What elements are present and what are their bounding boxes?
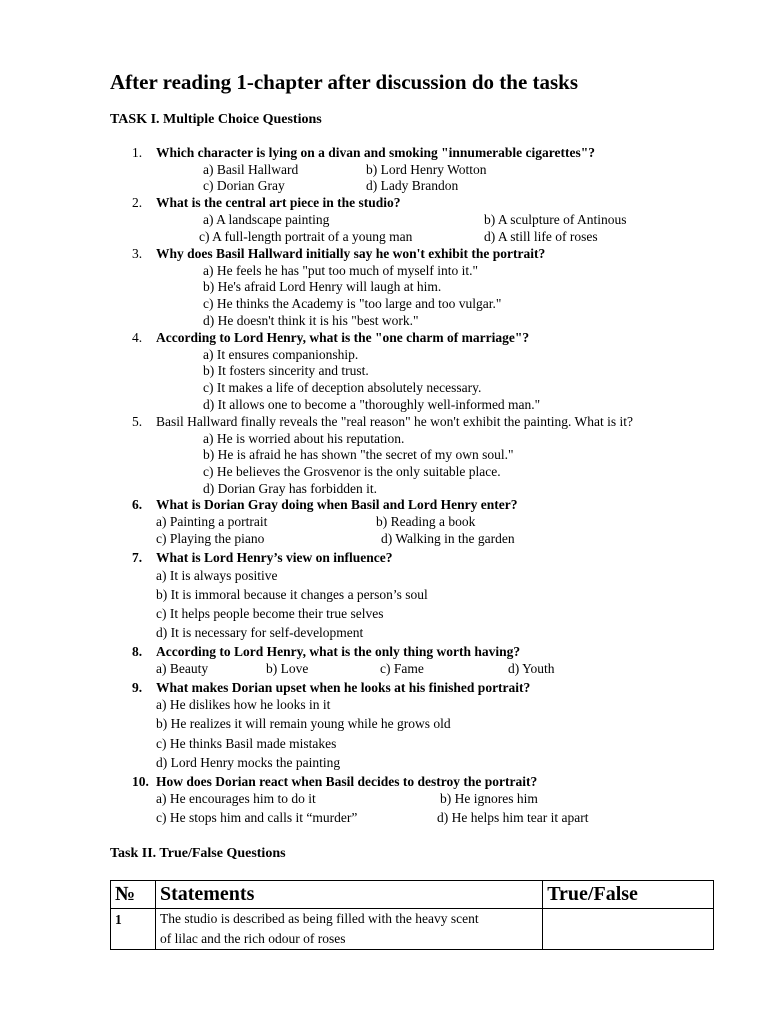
question-text: What is Dorian Gray doing when Basil and Lord Henry enter? (156, 497, 518, 512)
option: d) Dorian Gray has forbidden it. (203, 481, 377, 496)
table-header-row (111, 881, 714, 909)
table-row (111, 909, 714, 950)
option: a) A landscape painting (203, 212, 330, 227)
option: a) It ensures companionship. (203, 347, 359, 362)
option: a) He encourages him to do it (156, 791, 316, 806)
statement-cell (155, 909, 542, 950)
option: b) Reading a book (376, 514, 476, 529)
option: c) Dorian Gray (203, 178, 285, 193)
option: c) It makes a life of deception absolutely necessary. (203, 380, 482, 395)
true-false-table (110, 880, 714, 950)
statement-line: of lilac and the rich odour of roses (159, 931, 346, 946)
question-number: 9. (132, 680, 143, 695)
option: c) Playing the piano (156, 531, 265, 546)
option: d) He doesn't think it is his "best work." (203, 313, 419, 328)
option: d) Lord Henry mocks the painting (156, 755, 341, 770)
question-text: Basil Hallward finally reveals the "real reason" he won't exhibit the painting. What is it? (156, 414, 633, 429)
header-true-false: True/False (543, 881, 714, 909)
header-statements: Statements (155, 881, 542, 909)
question-number: 5. (132, 414, 143, 429)
page-title: After reading 1-chapter after discussion do the tasks (110, 70, 579, 94)
option: d) Lady Brandon (366, 178, 459, 193)
question-number: 2. (132, 195, 143, 210)
option: a) Painting a portrait (156, 514, 268, 529)
option: b) Love (266, 661, 309, 676)
question-number: 6. (132, 497, 143, 512)
question-text: What is the central art piece in the studio? (156, 195, 401, 210)
question-number: 8. (132, 644, 143, 659)
option: b) He realizes it will remain young while he grows old (156, 716, 451, 731)
question-text: According to Lord Henry, what is the only thing worth having? (156, 644, 521, 659)
option: a) He dislikes how he looks in it (156, 697, 331, 712)
option: b) He's afraid Lord Henry will laugh at him. (203, 279, 442, 294)
row-number: 1 (111, 909, 156, 950)
question-number: 4. (132, 330, 143, 345)
option: a) Beauty (156, 661, 209, 676)
option: a) He feels he has "put too much of myself into it." (203, 263, 478, 278)
question-number: 7. (132, 550, 143, 565)
option: b) A sculpture of Antinous (484, 212, 627, 227)
option: d) It allows one to become a "thoroughly well-informed man." (203, 397, 541, 412)
question-text: Why does Basil Hallward initially say he won't exhibit the portrait? (156, 246, 546, 261)
option: a) He is worried about his reputation. (203, 431, 405, 446)
question-text: Which character is lying on a divan and smoking "innumerable cigarettes"? (156, 145, 596, 160)
question-number: 3. (132, 246, 143, 261)
option: d) It is necessary for self-development (156, 625, 364, 640)
option: c) It helps people become their true selves (156, 606, 384, 621)
option: a) It is always positive (156, 568, 278, 583)
option: b) He is afraid he has shown "the secret of my own soul." (203, 447, 514, 462)
question-text: How does Dorian react when Basil decides to destroy the portrait? (156, 774, 538, 789)
question-text: What is Lord Henry’s view on influence? (156, 550, 393, 565)
option: d) He helps him tear it apart (437, 810, 589, 825)
option: d) A still life of roses (484, 229, 598, 244)
option: b) He ignores him (440, 791, 538, 806)
option: c) He believes the Grosvenor is the only suitable place. (203, 464, 501, 479)
question-number: 1. (132, 145, 143, 160)
option: c) He stops him and calls it “murder” (156, 810, 358, 825)
option: d) Youth (508, 661, 555, 676)
option: c) Fame (380, 661, 424, 676)
statement-line: The studio is described as being filled with the heavy scent (159, 911, 479, 926)
question-text: According to Lord Henry, what is the "one charm of marriage"? (156, 330, 530, 345)
option: c) He thinks Basil made mistakes (156, 736, 337, 751)
option: c) He thinks the Academy is "too large and too vulgar." (203, 296, 502, 311)
option: b) It fosters sincerity and trust. (203, 363, 369, 378)
option: a) Basil Hallward (203, 162, 299, 177)
option: c) A full-length portrait of a young man (199, 229, 413, 244)
option: d) Walking in the garden (381, 531, 515, 546)
option: b) Lord Henry Wotton (366, 162, 487, 177)
option: b) It is immoral because it changes a person’s soul (156, 587, 428, 602)
question-text: What makes Dorian upset when he looks at his finished portrait? (156, 680, 531, 695)
task2-heading: Task II. True/False Questions (110, 846, 286, 861)
header-number: № (111, 881, 156, 909)
task1-heading: TASK I. Multiple Choice Questions (110, 112, 322, 127)
question-number: 10. (132, 774, 149, 789)
answer-cell[interactable] (543, 909, 714, 950)
